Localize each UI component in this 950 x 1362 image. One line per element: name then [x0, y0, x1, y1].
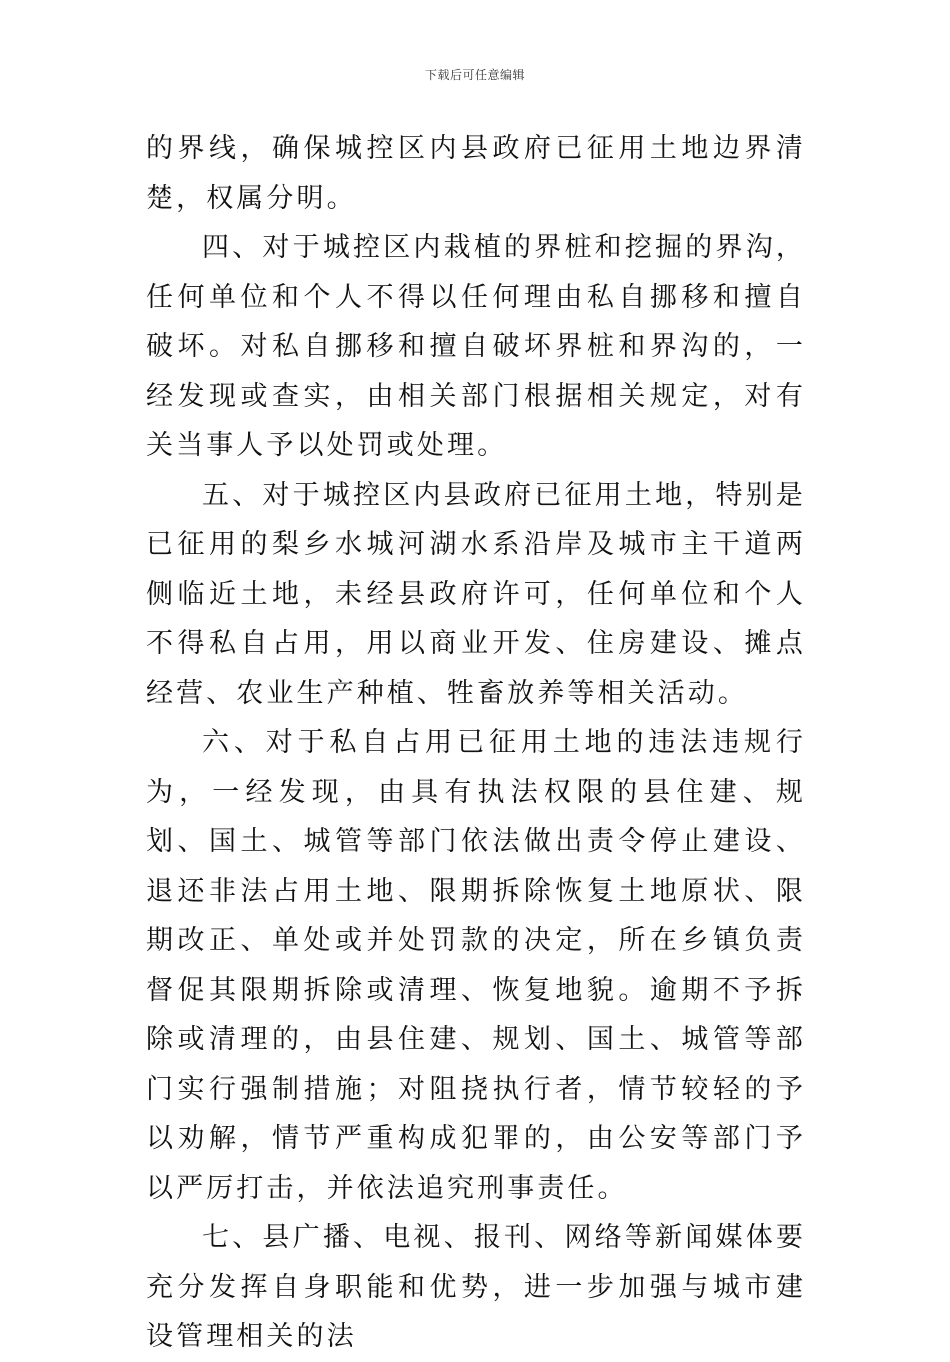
- paragraph-item-6: 六、对于私自占用已征用土地的违法违规行为，一经发现，由具有执法权限的县住建、规划、国土、城管等部门依法做出责令停止建设、退还非法占用土地、限期拆除恢复土地原状、限期改正、单处或并处罚款的决定，所在乡镇负责督促其限期拆除或清理、恢复地貌。逾期不予拆除或清理的，由县住建、规划、国土、城管等部门实行强制措施；对阻挠执行者，情节较轻的予以劝解，情节严重构成犯罪的，由公安等部门予以严厉打击，并依法追究刑事责任。: [146, 727, 806, 1204]
- paragraph-item-4: 四、对于城控区内栽植的界桩和挖掘的界沟，任何单位和个人不得以任何理由私自挪移和擅自破坏。对私自挪移和擅自破坏界桩和界沟的，一经发现或查实，由相关部门根据相关规定，对有关当事人予以处罚或处理。: [146, 232, 806, 461]
- paragraph-continuation: 的界线，确保城控区内县政府已征用土地边界清楚，权属分明。: [146, 133, 806, 214]
- document-body: [146, 124, 806, 1362]
- paragraph-item-5: 五、对于城控区内县政府已征用土地，特别是已征用的梨乡水城河湖水系沿岸及城市主干道两侧临近土地，未经县政府许可，任何单位和个人不得私自占用，用以商业开发、住房建设、摊点经营、农业生产种植、牲畜放养等相关活动。: [146, 479, 806, 709]
- header-note: 下载后可任意编辑: [424, 68, 525, 82]
- paragraph-item-7: 七、县广播、电视、报刊、网络等新闻媒体要充分发挥自身职能和优势，进一步加强与城市建设管理相关的法: [146, 1222, 806, 1352]
